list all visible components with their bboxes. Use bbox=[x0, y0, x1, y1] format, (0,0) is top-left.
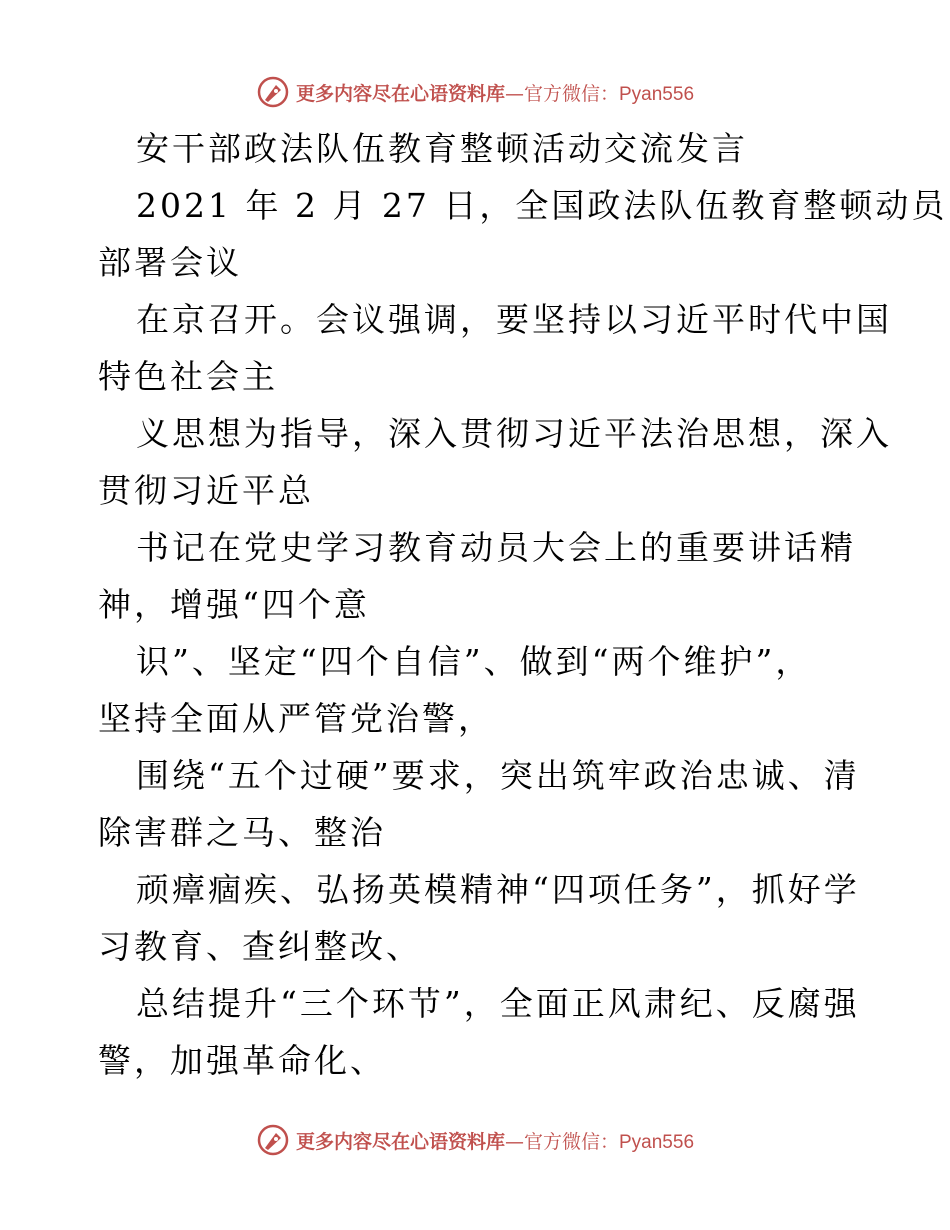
paragraph-line: 围绕“五个过硬”要求，突出筑牢政治忠诚、清 bbox=[136, 756, 860, 795]
watermark-label: 官方微信： bbox=[523, 1130, 619, 1153]
paragraph-line: 除害群之马、整治 bbox=[98, 813, 386, 852]
paragraph-line: 顽瘴痼疾、弘扬英模精神“四项任务”，抓好学 bbox=[136, 870, 860, 909]
paragraph-line: 义思想为指导，深入贯彻习近平法治思想，深入 bbox=[136, 414, 892, 453]
paragraph-line: 部署会议 bbox=[98, 243, 242, 282]
paragraph-line: 总结提升“三个环节”，全面正风肃纪、反腐强 bbox=[136, 984, 860, 1023]
paragraph-line: 2021 年 2 月 27 日，全国政法队伍教育整顿动员 bbox=[136, 186, 948, 225]
document-title: 安干部政法队伍教育整顿活动交流发言 bbox=[136, 129, 748, 168]
watermark-brand: 更多内容尽在心语资料库 bbox=[295, 82, 505, 105]
paragraph-line: 识”、坚定“四个自信”、做到“两个维护”， bbox=[136, 642, 812, 681]
header-watermark bbox=[0, 72, 950, 112]
pen-nib-logo-icon bbox=[256, 75, 290, 109]
document-body bbox=[98, 120, 948, 1089]
watermark-label: 官方微信： bbox=[523, 82, 619, 105]
watermark-separator: — bbox=[504, 82, 524, 105]
paragraph-line: 在京召开。会议强调，要坚持以习近平时代中国 bbox=[136, 300, 892, 339]
watermark-text bbox=[296, 79, 694, 106]
watermark-text bbox=[296, 1127, 694, 1154]
paragraph-line: 坚持全面从严管党治警， bbox=[98, 699, 494, 738]
watermark-handle: Pyan556 bbox=[619, 1131, 695, 1153]
watermark-separator: — bbox=[504, 1130, 524, 1153]
paragraph-line: 特色社会主 bbox=[98, 357, 278, 396]
watermark-brand: 更多内容尽在心语资料库 bbox=[295, 1130, 505, 1153]
footer-watermark bbox=[0, 1120, 950, 1160]
paragraph-line: 习教育、查纠整改、 bbox=[98, 927, 422, 966]
pen-nib-logo-icon bbox=[256, 1123, 290, 1157]
paragraph-line: 警，加强革命化、 bbox=[98, 1041, 386, 1080]
watermark-handle: Pyan556 bbox=[619, 83, 695, 105]
paragraph-line: 贯彻习近平总 bbox=[98, 471, 314, 510]
paragraph-line: 书记在党史学习教育动员大会上的重要讲话精 bbox=[136, 528, 856, 567]
paragraph-line: 神，增强“四个意 bbox=[98, 585, 370, 624]
